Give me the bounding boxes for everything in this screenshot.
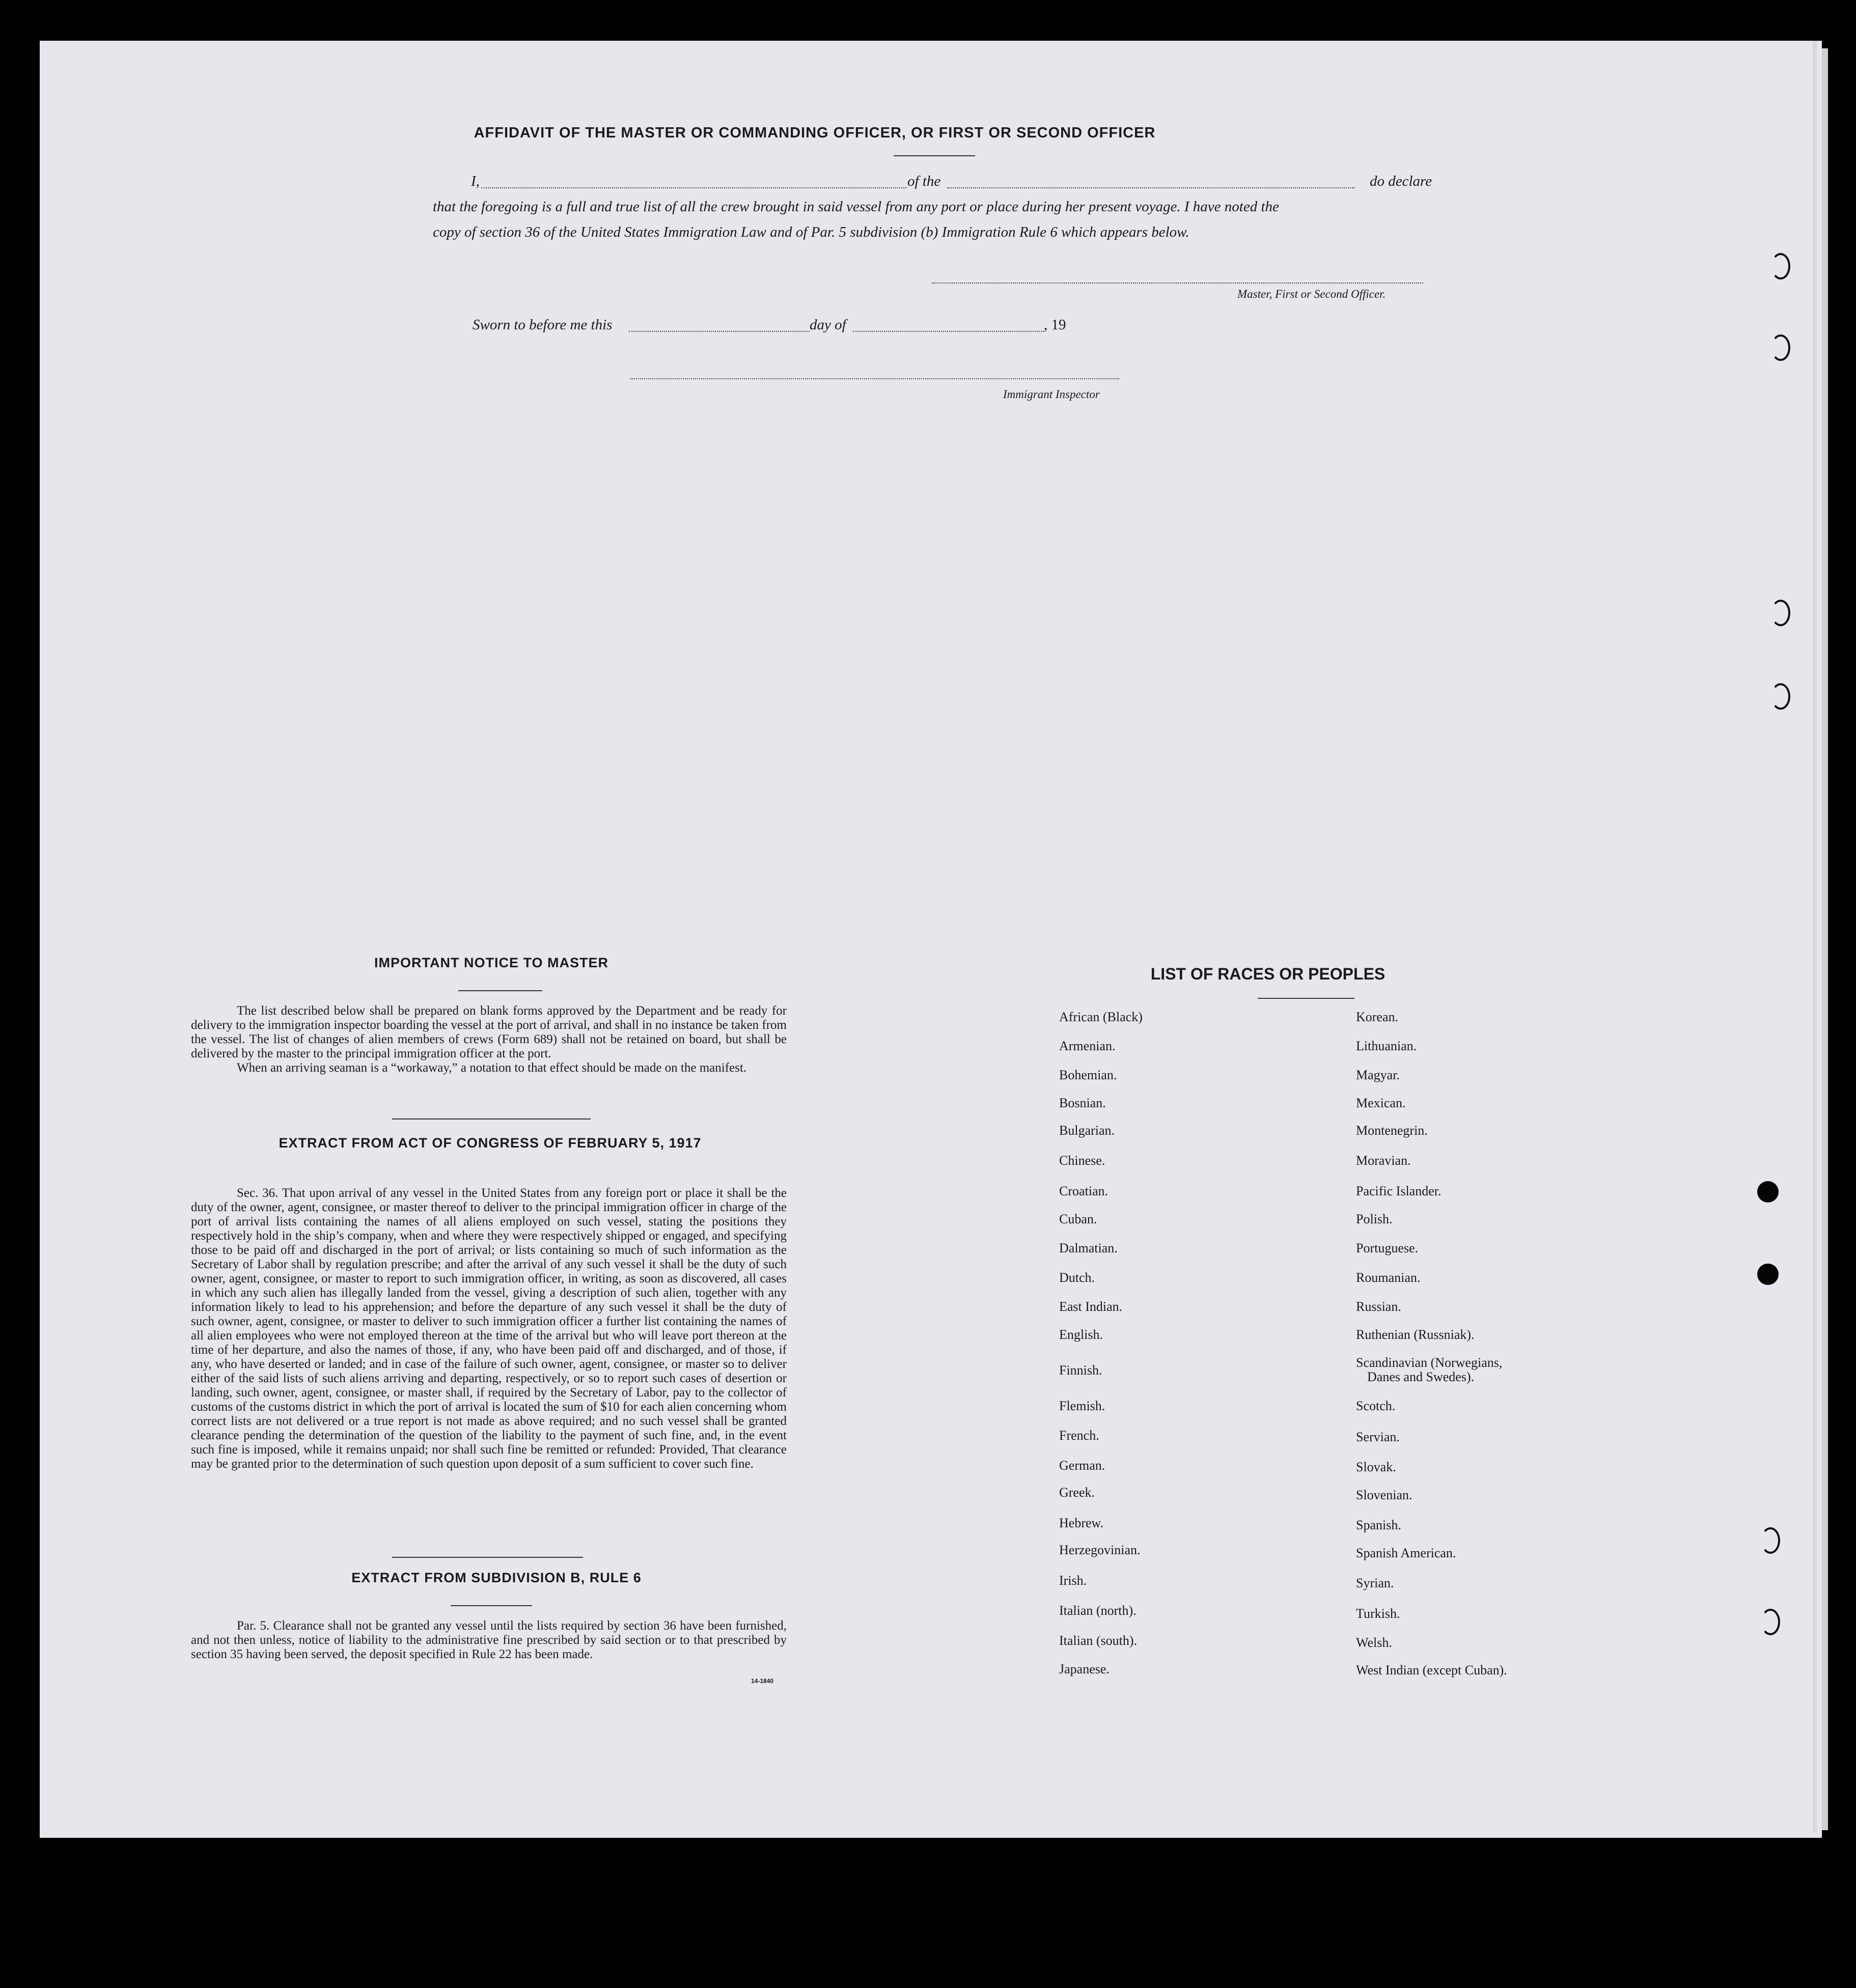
race-left-item: Greek. [1059,1485,1095,1500]
race-right-item: Spanish American. [1356,1546,1456,1560]
do-declare-label: do declare [1370,173,1432,189]
race-right-item: Scandinavian (Norwegians, [1356,1355,1503,1370]
page-edge-shadow [1822,48,1828,1830]
race-left-item: Dutch. [1059,1270,1095,1285]
punch-hole-icon [1761,1527,1780,1554]
races-title-rule [1258,998,1354,999]
race-left-item: Japanese. [1059,1662,1110,1676]
race-right-item: Pacific Islander. [1356,1184,1442,1198]
race-right-item: Portuguese. [1356,1241,1419,1255]
year-label: , 19 [1044,317,1066,333]
vessel-field[interactable] [947,187,1354,188]
race-left-item: German. [1059,1458,1105,1473]
page-edge [1813,41,1817,1833]
punch-hole-icon [1771,683,1790,710]
race-right-item: Moravian. [1356,1153,1411,1168]
race-left-item: Chinese. [1059,1153,1105,1168]
race-right-item: West Indian (except Cuban). [1356,1663,1507,1677]
sworn-label: Sworn to before me this [473,317,613,333]
race-left-item: Bohemian. [1059,1068,1117,1082]
race-right-item: Lithuanian. [1356,1039,1417,1053]
punch-hole-icon [1771,334,1790,361]
act-extract-body [191,1186,787,1471]
race-right-item: Roumanian. [1356,1270,1421,1285]
race-left-item: Cuban. [1059,1212,1097,1226]
race-right-item: Polish. [1356,1212,1393,1226]
day-of-label: day of [810,317,846,333]
race-right-item: Magyar. [1356,1068,1400,1082]
race-left-item: East Indian. [1059,1299,1123,1314]
race-left-item: Italian (south). [1059,1633,1138,1648]
sworn-month-field[interactable] [853,331,1044,332]
rule-extract-title: EXTRACT FROM SUBDIVISION B, RULE 6 [351,1570,642,1585]
race-right-item: Slovenian. [1356,1488,1412,1502]
race-right-item: Russian. [1356,1299,1401,1314]
of-the-label: of the [907,173,941,189]
race-left-item: Irish. [1059,1573,1087,1588]
race-left-item: Flemish. [1059,1398,1105,1413]
act-section-36: Sec. 36. That upon arrival of any vessel in the United States from any foreign port or place it shall be the duty of the owner, agent, consignee, or master thereof to deliver to the principal immigration officer in charge of the port of arrival lists containing the names of all aliens employed on such vessel, stating the positions they respectively hold in the ship’s company, when and where they were respectively shipped or engaged, and specifying those to be paid off and discharged in the port of arrival; or lists containing so much of such information as the Secretary of Labor shall by regulation prescribe; and after the arrival of any such vessel it shall be the duty of such owner, agent, consignee, or master to report to such immigration officer, in writing, as soon as discovered, all cases in which any such alien has illegally landed from the vessel, giving a description of such alien, together with any information likely to lead to his apprehension; and before the departure of any such vessel it shall be the duty of such owner, agent, consignee, or master to deliver to such immigration officer a further list containing the names of all alien employees who were not employed thereon at the time of the arrival but who will leave port thereon at the time of her departure, and also the names of those, if any, who have been paid off and discharged, and of those, if any, who have deserted or landed; and in case of the failure of such owner, agent, consignee, or master so to deliver either of the said lists of such aliens arriving and departing, respectively, or so to report such cases of desertion or landing, such owner, agent, consignee, or master shall, if required by the Secretary of Labor, pay to the collector of customs of the customs district in which the port of arrival is located the sum of $10 for each alien concerning whom correct lists are not delivered or a true report is not made as above required; and no such vessel shall be granted clearance pending the determination of the question of the liability to the payment of such fine, and, in the event such fine is imposed, while it remains unpaid; nor shall such fine be remitted or refunded: Provided, That clearance may be granted prior to the determination of such question upon deposit of a sum sufficient to cover such fine. [191,1186,787,1471]
rule-title-rule [451,1605,532,1606]
punch-hole-icon [1771,600,1790,626]
race-right-item: Slovak. [1356,1460,1396,1474]
name-field[interactable] [481,187,906,188]
race-left-item: Finnish. [1059,1363,1102,1378]
punch-hole-icon [1757,1181,1779,1202]
notice-separator [392,1118,591,1119]
i-label: I, [471,173,480,189]
race-left-item: Bosnian. [1059,1096,1106,1110]
master-signature-line[interactable] [932,283,1423,284]
inspector-signature-line[interactable] [630,378,1119,379]
race-left-item: Armenian. [1059,1039,1116,1053]
race-right-item: Montenegrin. [1356,1123,1428,1138]
race-right-item: Turkish. [1356,1606,1400,1621]
race-right-item: Welsh. [1356,1635,1392,1650]
rule-extract-body [191,1619,787,1662]
act-extract-title: EXTRACT FROM ACT OF CONGRESS OF FEBRUARY 5, 1917 [279,1135,702,1151]
notice-paragraph-1: The list described below shall be prepared on blank forms approved by the Department and be ready for delivery to the immigration inspector boarding the vessel at the port of arrival, and shall in no instance be taken from the vessel. The list of changes of alien members of crews (Form 689) shall not be retained on board, but shall be delivered by the master to the principal immigration officer at the port. [191,1004,787,1060]
notice-title: IMPORTANT NOTICE TO MASTER [374,955,608,970]
race-left-item: Dalmatian. [1059,1241,1118,1255]
document-page [40,41,1822,1838]
title-rule [894,155,975,156]
sworn-day-field[interactable] [629,331,810,332]
race-left-item: Italian (north). [1059,1603,1137,1618]
race-right-item: Korean. [1356,1010,1399,1024]
declaration-line-3: copy of section 36 of the United States Immigration Law and of Par. 5 subdivision (b) Immigration Rule 6 which appears below. [433,224,1189,240]
race-right-item: Spanish. [1356,1518,1401,1532]
race-left-item: Croatian. [1059,1184,1109,1198]
form-number: 14-1840 [751,1677,774,1685]
race-left-item: African (Black) [1059,1010,1143,1024]
race-left-item: Herzegovinian. [1059,1543,1141,1557]
master-signature-label: Master, First or Second Officer. [1237,288,1386,300]
punch-hole-icon [1761,1609,1780,1635]
race-right-item: Mexican. [1356,1096,1406,1110]
notice-paragraph-2: When an arriving seaman is a “workaway,” a notation to that effect should be made on the manifest. [237,1061,747,1075]
affidavit-title: AFFIDAVIT OF THE MASTER OR COMMANDING OFFICER, OR FIRST OR SECOND OFFICER [474,125,1156,141]
act-separator [392,1557,583,1558]
inspector-label: Immigrant Inspector [1003,388,1100,401]
punch-hole-icon [1771,253,1790,279]
race-right-item: Scotch. [1356,1398,1396,1413]
race-left-item: Hebrew. [1059,1516,1104,1530]
race-right-item: Servian. [1356,1430,1400,1444]
race-left-item: English. [1059,1327,1103,1342]
race-right-item: Danes and Swedes). [1367,1369,1475,1384]
notice-rule [458,990,542,991]
race-right-item: Syrian. [1356,1576,1394,1590]
race-left-item: French. [1059,1428,1099,1443]
race-right-item: Ruthenian (Russniak). [1356,1327,1475,1342]
race-left-item: Bulgarian. [1059,1123,1115,1138]
races-title: LIST OF RACES OR PEOPLES [1150,965,1386,983]
notice-body [191,1004,787,1075]
punch-hole-icon [1757,1264,1779,1285]
declaration-line-2: that the foregoing is a full and true list of all the crew brought in said vessel from any port or place during her present voyage. I have noted the [433,199,1279,215]
rule-paragraph-5: Par. 5. Clearance shall not be granted any vessel until the lists required by section 36 have been furnished, and not then unless, notice of liability to the administrative fine prescribed by said section or to that prescribed by section 35 having been served, the deposit specified in Rule 22 has been made. [191,1619,787,1661]
